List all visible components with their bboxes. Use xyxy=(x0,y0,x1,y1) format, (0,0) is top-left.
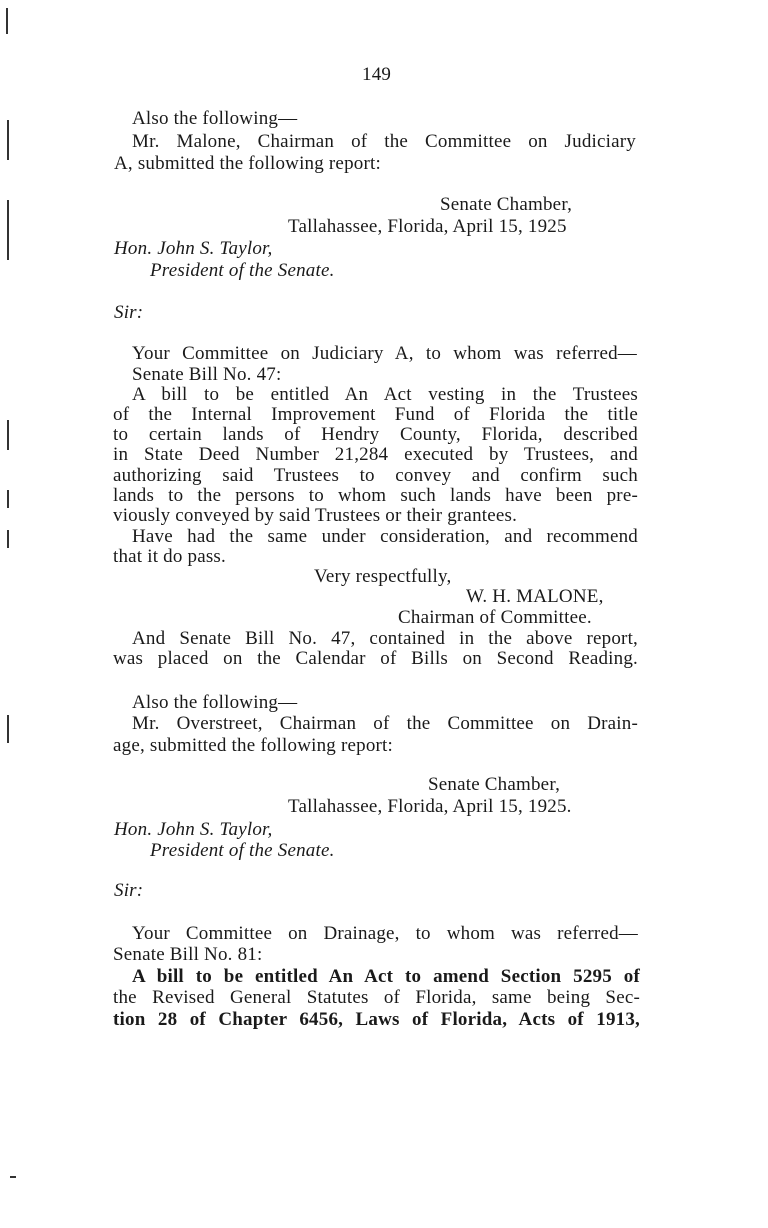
text-line: Your Committee on Drainage, to whom was referred— xyxy=(132,923,638,944)
text-line: lands to the persons to whom such lands have been pre- xyxy=(113,485,638,506)
page-number: 149 xyxy=(362,64,392,85)
text-line: Mr. Overstreet, Chairman of the Committee on Drain- xyxy=(132,713,638,734)
text-line: the Revised General Statutes of Florida, same being Sec- xyxy=(113,987,640,1008)
text-line: Also the following— xyxy=(132,692,298,713)
text-line: viously conveyed by said Trustees or their grantees. xyxy=(113,505,518,526)
scan-edge-mark xyxy=(7,715,9,743)
text-line: President of the Senate. xyxy=(150,840,335,861)
scan-edge-mark xyxy=(10,1176,16,1178)
text-line: W. H. MALONE, xyxy=(466,586,604,607)
scan-edge-mark xyxy=(7,200,9,260)
text-line: Chairman of Committee. xyxy=(398,607,592,628)
text-line: Sir: xyxy=(114,880,144,901)
text-line: Senate Bill No. 81: xyxy=(113,944,263,965)
text-line: Senate Bill No. 47: xyxy=(132,364,282,385)
text-line: Senate Chamber, xyxy=(428,774,561,795)
text-line: Hon. John S. Taylor, xyxy=(114,238,273,259)
scan-edge-mark xyxy=(7,120,9,160)
text-line: Tallahassee, Florida, April 15, 1925 xyxy=(288,216,567,237)
text-line: was placed on the Calendar of Bills on Second Reading. xyxy=(113,648,638,669)
text-line: Your Committee on Judiciary A, to whom was referred— xyxy=(132,343,637,364)
text-line: Sir: xyxy=(114,302,144,323)
text-line: A bill to be entitled An Act to amend Section 5295 of xyxy=(132,966,640,987)
text-line: that it do pass. xyxy=(113,546,226,567)
text-line: Tallahassee, Florida, April 15, 1925. xyxy=(288,796,572,817)
text-line: of the Internal Improvement Fund of Florida the title xyxy=(113,404,638,425)
text-line: Senate Chamber, xyxy=(440,194,573,215)
scan-edge-mark xyxy=(6,8,8,34)
text-line: President of the Senate. xyxy=(150,260,335,281)
text-line: Very respectfully, xyxy=(314,566,452,587)
text-line: A, submitted the following report: xyxy=(114,153,381,174)
text-line: to certain lands of Hendry County, Florida, described xyxy=(113,424,638,445)
text-line: Have had the same under consideration, and recommend xyxy=(132,526,638,547)
text-line: Mr. Malone, Chairman of the Committee on Judiciary xyxy=(132,131,636,152)
scan-edge-mark xyxy=(7,420,9,450)
text-line: And Senate Bill No. 47, contained in the above report, xyxy=(132,628,638,649)
text-line: Hon. John S. Taylor, xyxy=(114,819,273,840)
scan-edge-mark xyxy=(7,530,9,548)
scan-edge-mark xyxy=(7,490,9,508)
text-line: age, submitted the following report: xyxy=(113,735,394,756)
text-line: authorizing said Trustees to convey and confirm such xyxy=(113,465,638,486)
text-line: A bill to be entitled An Act vesting in the Trustees xyxy=(132,384,638,405)
text-line: in State Deed Number 21,284 executed by Trustees, and xyxy=(113,444,638,465)
text-line: tion 28 of Chapter 6456, Laws of Florida, Acts of 1913, xyxy=(113,1009,640,1030)
text-line: Also the following— xyxy=(132,108,298,129)
